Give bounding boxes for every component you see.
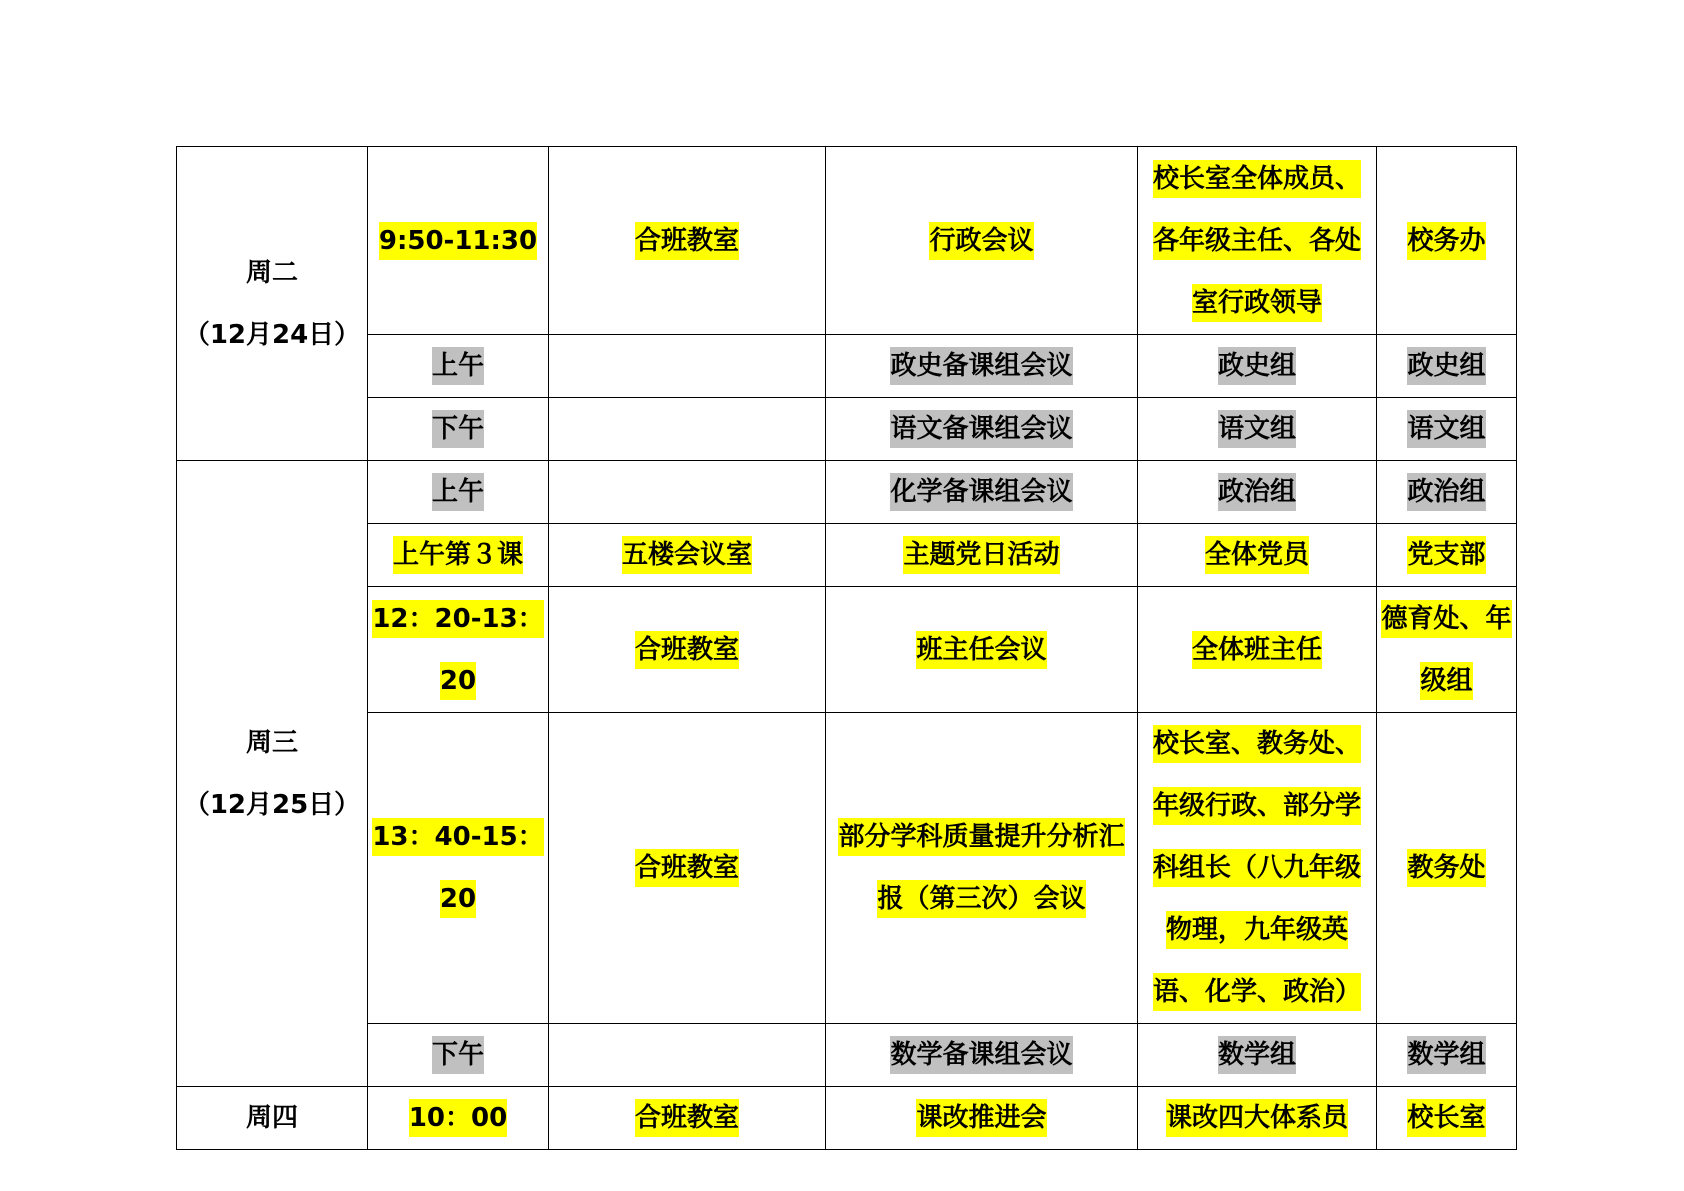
- meeting-text: 部分学科质量提升分析汇报（第三次）会议: [838, 818, 1124, 918]
- participants-text: 政治组: [1218, 473, 1296, 511]
- meeting-text: 语文备课组会议: [890, 410, 1072, 448]
- day-name: 周四: [245, 1103, 298, 1133]
- day-cell: [177, 147, 368, 461]
- location-cell: [549, 1024, 826, 1087]
- organizer-cell: [1377, 398, 1517, 461]
- organizer-text: 党支部: [1407, 536, 1485, 574]
- participants-text: 政史组: [1218, 347, 1296, 385]
- meeting-text: 化学备课组会议: [890, 473, 1072, 511]
- time-cell: [368, 1087, 549, 1150]
- meeting-cell: [826, 147, 1138, 335]
- meeting-cell: [826, 398, 1138, 461]
- time-cell: [368, 461, 549, 524]
- location-cell: [549, 713, 826, 1024]
- meeting-schedule-table: [176, 146, 1517, 1150]
- organizer-text: 教务处: [1407, 849, 1485, 887]
- organizer-cell: [1377, 461, 1517, 524]
- meeting-cell: [826, 713, 1138, 1024]
- time-text: 9:50-11:30: [379, 222, 537, 260]
- table-row: [177, 461, 1517, 524]
- time-cell: [368, 398, 549, 461]
- meeting-text: 班主任会议: [916, 631, 1046, 669]
- meeting-cell: [826, 1024, 1138, 1087]
- meeting-text: 课改推进会: [916, 1099, 1046, 1137]
- organizer-cell: [1377, 524, 1517, 587]
- time-cell: [368, 713, 549, 1024]
- organizer-text: 政治组: [1407, 473, 1485, 511]
- time-cell: [368, 1024, 549, 1087]
- participants-cell: [1138, 587, 1377, 713]
- organizer-cell: [1377, 335, 1517, 398]
- participants-cell: [1138, 1087, 1377, 1150]
- organizer-text: 校长室: [1407, 1099, 1485, 1137]
- participants-cell: [1138, 1024, 1377, 1087]
- participants-text: 课改四大体系员: [1166, 1099, 1348, 1137]
- time-text: 13：40-15：20: [372, 818, 543, 918]
- time-cell: [368, 524, 549, 587]
- organizer-cell: [1377, 713, 1517, 1024]
- time-cell: [368, 147, 549, 335]
- participants-cell: [1138, 524, 1377, 587]
- organizer-cell: [1377, 1087, 1517, 1150]
- time-cell: [368, 587, 549, 713]
- participants-cell: [1138, 147, 1377, 335]
- participants-text: 语文组: [1218, 410, 1296, 448]
- day-cell: [177, 1087, 368, 1150]
- location-text: 合班教室: [635, 222, 739, 260]
- participants-text: 数学组: [1218, 1036, 1296, 1074]
- organizer-cell: [1377, 587, 1517, 713]
- table-row: [177, 1024, 1517, 1087]
- location-cell: [549, 1087, 826, 1150]
- participants-text: 全体班主任: [1192, 631, 1322, 669]
- time-cell: [368, 335, 549, 398]
- meeting-cell: [826, 1087, 1138, 1150]
- meeting-cell: [826, 335, 1138, 398]
- meeting-cell: [826, 461, 1138, 524]
- table-row: [177, 147, 1517, 335]
- participants-cell: [1138, 713, 1377, 1024]
- meeting-cell: [826, 587, 1138, 713]
- time-text: 上午第３课: [393, 536, 523, 574]
- location-text: 合班教室: [635, 1099, 739, 1137]
- meeting-text: 行政会议: [929, 222, 1033, 260]
- meeting-text: 主题党日活动: [903, 536, 1059, 574]
- organizer-text: 数学组: [1407, 1036, 1485, 1074]
- organizer-cell: [1377, 147, 1517, 335]
- organizer-text: 政史组: [1407, 347, 1485, 385]
- participants-cell: [1138, 461, 1377, 524]
- time-text: 上午: [432, 473, 484, 511]
- table-row: [177, 587, 1517, 713]
- location-text: 合班教室: [635, 631, 739, 669]
- location-cell: [549, 461, 826, 524]
- organizer-text: 德育处、年级组: [1381, 600, 1511, 700]
- time-text: 下午: [432, 1036, 484, 1074]
- location-text: 合班教室: [635, 849, 739, 887]
- participants-text: 校长室、教务处、年级行政、部分学科组长（八九年级物理，九年级英语、化学、政治）: [1153, 725, 1361, 1011]
- location-cell: [549, 147, 826, 335]
- day-date: （12月25日）: [183, 789, 361, 820]
- table-row: [177, 524, 1517, 587]
- time-text: 10：00: [409, 1099, 507, 1137]
- location-cell: [549, 524, 826, 587]
- day-name: 周三: [245, 727, 298, 758]
- day-cell: [177, 461, 368, 1087]
- table-row: [177, 713, 1517, 1024]
- organizer-cell: [1377, 1024, 1517, 1087]
- location-cell: [549, 587, 826, 713]
- participants-text: 校长室全体成员、各年级主任、各处室行政领导: [1153, 160, 1361, 322]
- time-text: 下午: [432, 410, 484, 448]
- table-row: [177, 1087, 1517, 1150]
- organizer-text: 语文组: [1407, 410, 1485, 448]
- day-date: （12月24日）: [183, 319, 361, 350]
- time-text: 12：20-13：20: [372, 600, 543, 700]
- participants-cell: [1138, 335, 1377, 398]
- participants-cell: [1138, 398, 1377, 461]
- location-cell: [549, 335, 826, 398]
- organizer-text: 校务办: [1407, 222, 1485, 260]
- meeting-text: 数学备课组会议: [890, 1036, 1072, 1074]
- participants-text: 全体党员: [1205, 536, 1309, 574]
- location-text: 五楼会议室: [622, 536, 752, 574]
- table-row: [177, 398, 1517, 461]
- meeting-cell: [826, 524, 1138, 587]
- location-cell: [549, 398, 826, 461]
- time-text: 上午: [432, 347, 484, 385]
- meeting-text: 政史备课组会议: [890, 347, 1072, 385]
- day-name: 周二: [245, 257, 298, 288]
- table-row: [177, 335, 1517, 398]
